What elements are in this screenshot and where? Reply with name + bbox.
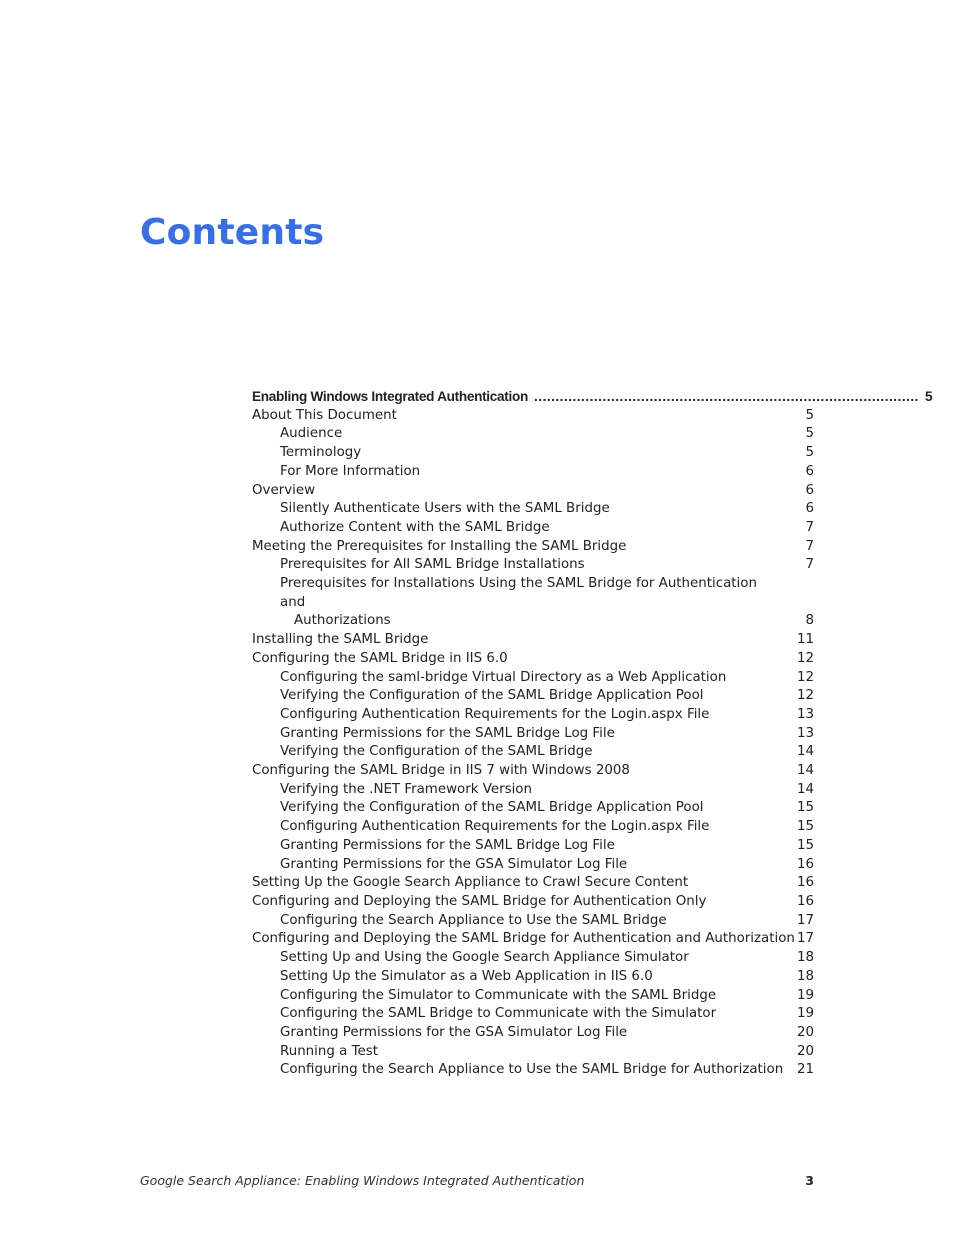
toc-entry-label: Configuring the Simulator to Communicate with the SAML Bridge <box>280 987 717 1003</box>
toc-page-number: 12 <box>796 688 814 704</box>
toc-entry[interactable] <box>252 425 814 444</box>
toc-entry-label: Granting Permissions for the SAML Bridge Log File <box>280 837 615 853</box>
toc-page-number: 11 <box>796 632 814 648</box>
toc-page-number: 7 <box>805 519 814 535</box>
toc-chapter-entry[interactable] <box>252 388 933 407</box>
toc-page-number: 14 <box>796 763 814 779</box>
toc-entry-label: Granting Permissions for the GSA Simulator Log File <box>280 856 628 872</box>
toc-page-number: 14 <box>796 744 814 760</box>
toc-page-number: 14 <box>796 781 814 797</box>
toc-page-number: 8 <box>805 613 814 629</box>
toc-entry[interactable] <box>252 1005 814 1024</box>
toc-entry-label: About This Document <box>252 407 397 423</box>
toc-entry[interactable] <box>252 556 814 575</box>
toc-entry[interactable] <box>252 482 814 501</box>
toc-entry[interactable] <box>252 818 814 837</box>
toc-entry-label: Terminology <box>280 445 362 461</box>
toc-entry-label: Silently Authenticate Users with the SAML Bridge <box>280 501 610 517</box>
toc-page-number: 15 <box>796 837 814 853</box>
toc-entry-label: Configuring and Deploying the SAML Bridge for Authentication Only <box>252 893 707 909</box>
toc-entry[interactable] <box>252 706 814 725</box>
toc-page-number: 17 <box>796 931 814 947</box>
toc-page-number: 5 <box>805 407 814 423</box>
toc-entry-label: Installing the SAML Bridge <box>252 632 429 648</box>
toc-entry[interactable] <box>252 799 814 818</box>
toc-entry[interactable] <box>252 949 814 968</box>
toc-page-number: 13 <box>796 725 814 741</box>
toc-entry[interactable] <box>252 725 814 744</box>
toc-entry[interactable] <box>252 893 814 912</box>
toc-entry[interactable] <box>252 500 814 519</box>
toc-entry-label: Verifying the Configuration of the SAML Bridge Application Pool <box>280 800 704 816</box>
toc-entry[interactable] <box>252 1024 814 1043</box>
toc-entry-label: Verifying the .NET Framework Version <box>280 781 532 797</box>
toc-page-number: 16 <box>796 893 814 909</box>
toc-leader-dots: .......................................................................................... <box>534 389 919 404</box>
toc-entry-label: Configuring the Search Appliance to Use the SAML Bridge for Authorization <box>280 1062 784 1078</box>
toc-page-number: 17 <box>796 912 814 928</box>
toc-entry[interactable] <box>252 874 814 893</box>
toc-page-number: 18 <box>796 968 814 984</box>
table-of-contents <box>252 388 933 1080</box>
toc-entry[interactable] <box>252 1061 814 1080</box>
toc-entry-label: Enabling Windows Integrated Authentication <box>252 389 529 404</box>
toc-entry-label: Running a Test <box>280 1043 378 1059</box>
toc-entry-label: Configuring the SAML Bridge in IIS 6.0 <box>252 650 508 666</box>
toc-entry-label: Audience <box>280 426 343 442</box>
toc-entry[interactable] <box>252 856 814 875</box>
toc-page-number: 19 <box>796 987 814 1003</box>
toc-entry-label: Granting Permissions for the SAML Bridge Log File <box>280 725 615 741</box>
toc-entry[interactable] <box>252 762 814 781</box>
toc-page-number: 5 <box>924 389 933 404</box>
toc-entry-label: Prerequisites for All SAML Bridge Installations <box>280 557 585 573</box>
toc-entry[interactable] <box>252 743 814 762</box>
toc-entry-label: Setting Up the Google Search Appliance to Crawl Secure Content <box>252 875 689 891</box>
toc-entry[interactable] <box>252 1043 814 1062</box>
toc-entry-label: Configuring the SAML Bridge in IIS 7 with Windows 2008 <box>252 763 630 779</box>
toc-page-number: 6 <box>805 463 814 479</box>
toc-page-number: 13 <box>796 706 814 722</box>
toc-page-number: 18 <box>796 950 814 966</box>
toc-page-number: 16 <box>796 856 814 872</box>
toc-entry[interactable] <box>252 781 814 800</box>
toc-entry[interactable] <box>252 538 814 557</box>
toc-entry[interactable] <box>252 575 814 631</box>
toc-entry-label: Verifying the Configuration of the SAML Bridge <box>280 744 593 760</box>
toc-entry[interactable] <box>252 407 814 426</box>
toc-entry[interactable] <box>252 968 814 987</box>
toc-entry[interactable] <box>252 837 814 856</box>
toc-page-number: 12 <box>796 669 814 685</box>
toc-entry[interactable] <box>252 444 814 463</box>
toc-entry[interactable] <box>252 912 814 931</box>
toc-page-number: 15 <box>796 819 814 835</box>
toc-page-number: 15 <box>796 800 814 816</box>
toc-entry-label: Overview <box>252 482 316 498</box>
toc-entry-label: Meeting the Prerequisites for Installing the SAML Bridge <box>252 538 627 554</box>
toc-entry[interactable] <box>252 519 814 538</box>
toc-entry-label: Setting Up the Simulator as a Web Application in IIS 6.0 <box>280 968 653 984</box>
toc-page-number: 12 <box>796 650 814 666</box>
toc-page-number: 20 <box>796 1043 814 1059</box>
toc-page-number: 5 <box>805 426 814 442</box>
toc-entry[interactable] <box>252 463 814 482</box>
toc-entry-label: Authorize Content with the SAML Bridge <box>280 519 550 535</box>
toc-entry[interactable] <box>252 687 814 706</box>
toc-entry[interactable] <box>252 669 814 688</box>
toc-entry-label: Prerequisites for Installations Using the SAML Bridge for Authentication and <box>280 576 757 610</box>
toc-entry[interactable] <box>252 631 814 650</box>
toc-page-number: 7 <box>805 557 814 573</box>
toc-page-number: 6 <box>805 482 814 498</box>
toc-page-number: 6 <box>805 501 814 517</box>
page-title: Contents <box>140 212 325 253</box>
toc-entry[interactable] <box>252 650 814 669</box>
toc-entry-label: Setting Up and Using the Google Search Appliance Simulator <box>280 950 689 966</box>
toc-entry-label: Configuring the SAML Bridge to Communicate with the Simulator <box>280 1006 717 1022</box>
toc-entry-label: Granting Permissions for the GSA Simulator Log File <box>280 1024 628 1040</box>
toc-entry-label: Configuring Authentication Requirements for the Login.aspx File <box>280 819 710 835</box>
toc-entry-label: Configuring the Search Appliance to Use the SAML Bridge <box>280 912 667 928</box>
toc-page-number: 5 <box>805 445 814 461</box>
footer-page-number: 3 <box>805 1173 814 1188</box>
toc-entry-label: Configuring and Deploying the SAML Bridge for Authentication and Authorization <box>252 931 795 947</box>
toc-page-number: 7 <box>805 538 814 554</box>
footer-document-title: Google Search Appliance: Enabling Windows Integrated Authentication <box>140 1173 585 1188</box>
toc-page-number: 16 <box>796 875 814 891</box>
toc-page-number: 20 <box>796 1024 814 1040</box>
toc-entry-label-continued: Authorizations <box>294 613 391 629</box>
toc-entry-label: Configuring the saml-bridge Virtual Directory as a Web Application <box>280 669 727 685</box>
toc-entry[interactable] <box>252 930 814 949</box>
toc-entry-label: Configuring Authentication Requirements for the Login.aspx File <box>280 706 710 722</box>
toc-page-number: 19 <box>796 1006 814 1022</box>
toc-entry[interactable] <box>252 987 814 1006</box>
toc-entry-label: Verifying the Configuration of the SAML Bridge Application Pool <box>280 688 704 704</box>
toc-entry-label: For More Information <box>280 463 421 479</box>
toc-page-number: 21 <box>796 1062 814 1078</box>
